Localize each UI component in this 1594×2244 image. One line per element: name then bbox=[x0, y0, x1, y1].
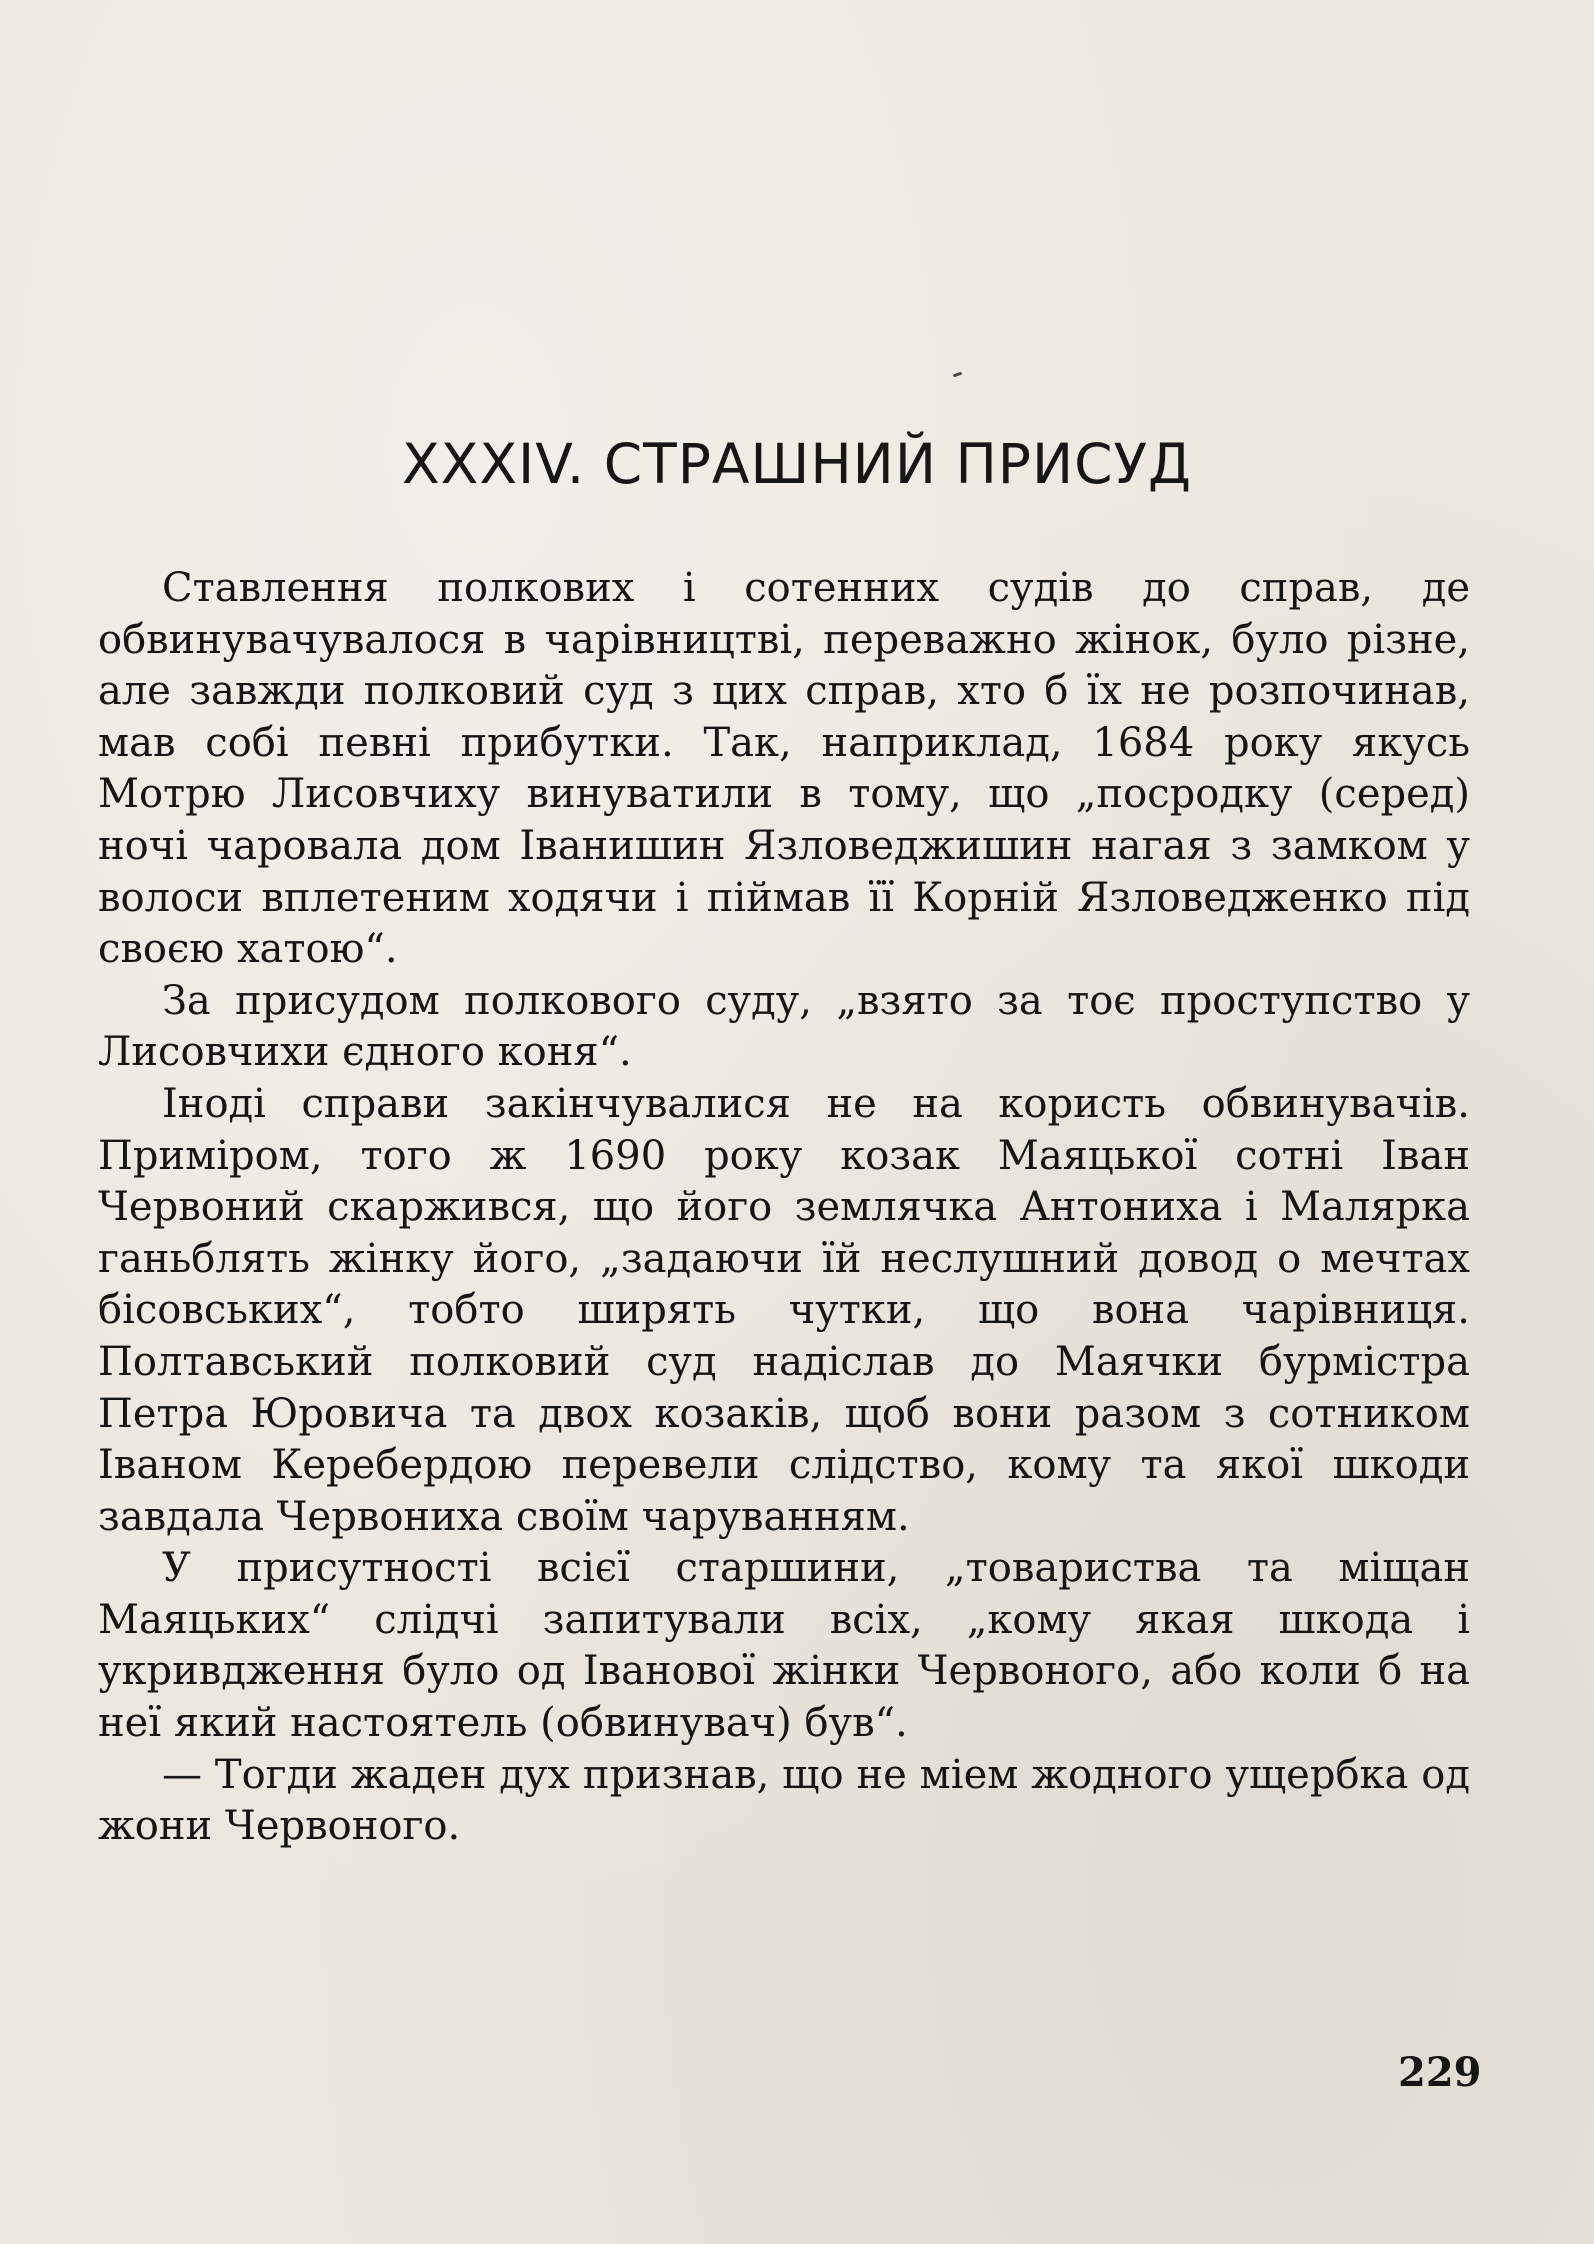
page-number: 229 bbox=[1398, 2049, 1482, 2096]
ink-speck bbox=[953, 372, 962, 378]
chapter-title: XXXIV. СТРАШНИЙ ПРИСУД bbox=[401, 432, 1193, 496]
chapter-body bbox=[98, 563, 1470, 1853]
paragraph-5: — Тогди жаден дух признав, що не міем жодного ущербка од жони Червоного. bbox=[98, 1751, 1470, 1850]
paragraph-3: Іноді справи закінчувалися не на користь обвинувачів. Приміром, того ж 1690 року козак Маяцької сотні Іван Червоний скаржився, що його землячка Антониха і Малярка ганьблять жінку його, „задаючи їй неслушний довод о мечтах бісовських“, тобто ширять чутки, що вона чарівниця. Полтавський полковий суд надіслав до Маячки бурмістра Петра Юровича та двох козаків, щоб вони разом з сотником Іваном Керебердою перевели слідство, кому та якої шкоди завдала Червониха своїм чаруванням. bbox=[98, 1080, 1470, 1540]
paragraph-4: У присутності всієї старшини, „товариства та міщан Маяцьких“ слідчі запитували всіх, „кому якая шкода і укривдження було од Іванової жінки Червоного, або коли б на неї який настоятель (обвинувач) був“. bbox=[98, 1545, 1470, 1747]
paragraph-2: За присудом полкового суду, „взято за тоє проступство у Лисовчихи єдного коня“. bbox=[98, 977, 1470, 1076]
paragraph-1: Ставлення полкових і сотенних судів до справ, де обвинувачувалося в чарівництві, переважно жінок, було різне, але завжди полковий суд з цих справ, хто б їх не розпочинав, мав собі певні прибутки. Так, наприклад, 1684 року якусь Мотрю Лисовчиху винуватили в тому, що „посродку (серед) ночі чаровала дом Іванишин Язловеджишин нагая з замком у волоси вплетеним ходячи і піймав її Корній Язловедженко під своєю хатою“. bbox=[98, 565, 1470, 973]
